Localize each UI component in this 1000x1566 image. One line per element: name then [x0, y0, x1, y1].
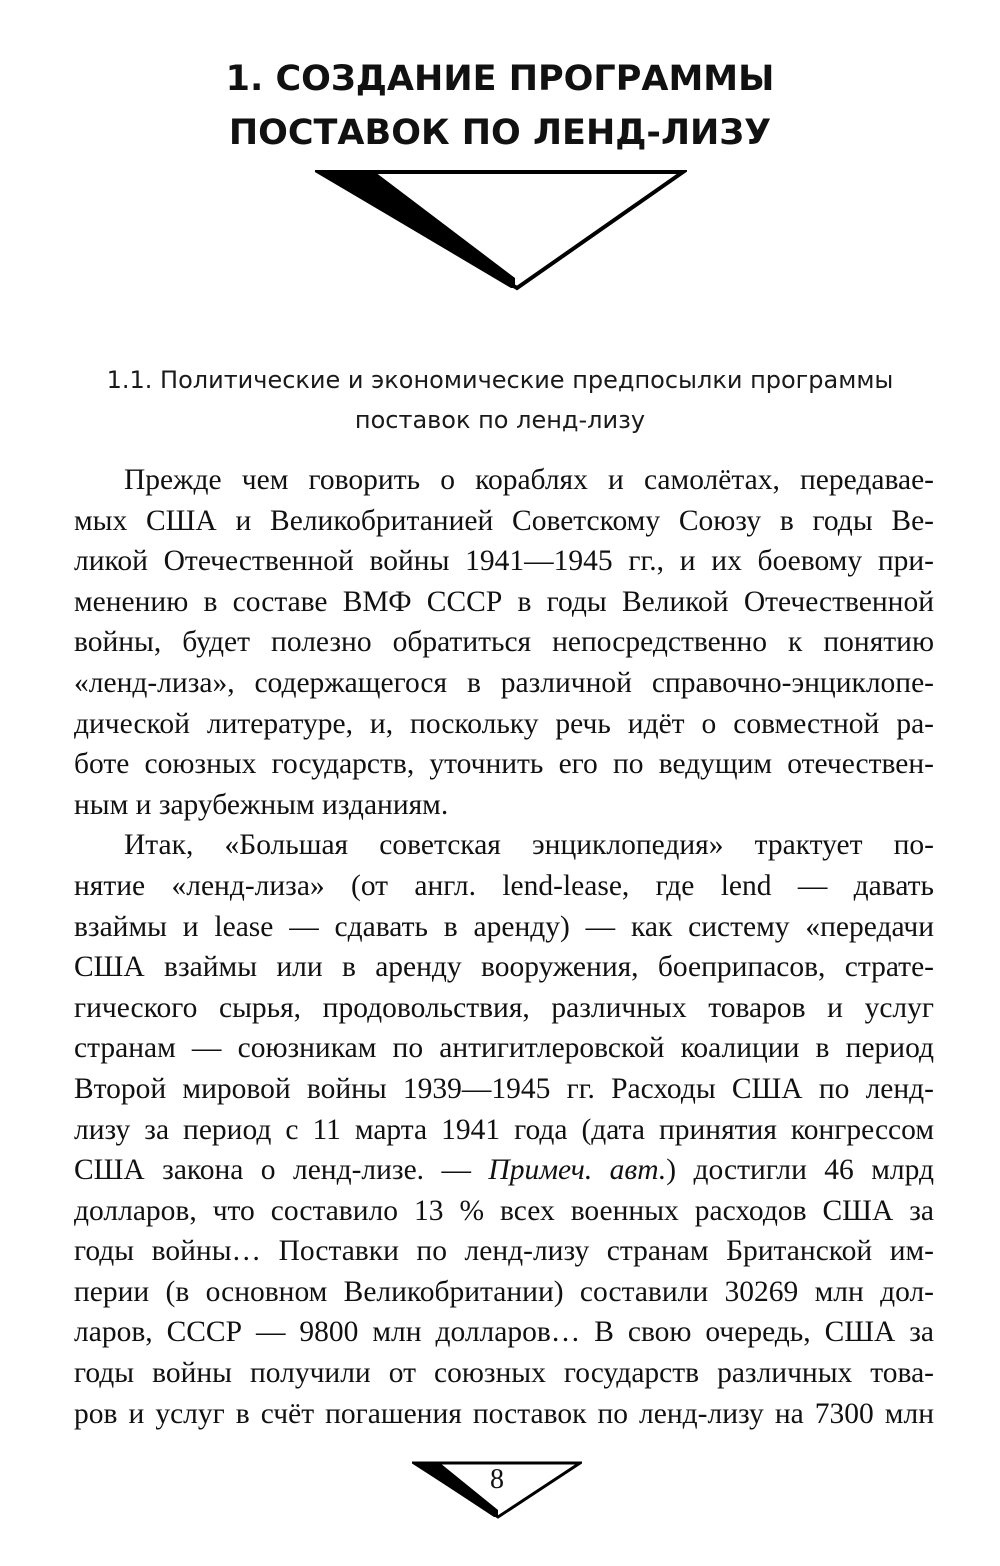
text-line: перии (в основном Великобритании) составили 30269 млн дол-	[74, 1275, 934, 1308]
body-text	[74, 460, 934, 1434]
text-line: ларов, СССР — 9800 млн долларов… В свою очередь, США за	[74, 1316, 934, 1349]
text-line: взаймы и lease — сдавать в аренду) — как систему «передачи	[74, 910, 934, 943]
text-line: «ленд-лиза», содержащегося в различной справочно-энциклопе-	[74, 666, 934, 699]
text-line: гического сырья, продовольствия, различных товаров и услуг	[74, 991, 934, 1024]
text-line: менению в составе ВМФ СССР в годы Великой Отечественной	[74, 585, 934, 618]
text-line: боте союзных государств, уточнить его по ведущим отечествен-	[74, 748, 934, 781]
text-line: нятие «ленд-лиза» (от англ. lend-lease, где lend — давать	[74, 869, 934, 902]
paragraph-2	[74, 825, 934, 1434]
text-segment: ) достигли 46 млрд	[666, 1154, 934, 1187]
page-number: 8	[490, 1464, 504, 1495]
text-line: долларов, что составило 13 % всех военных расходов США за	[74, 1194, 934, 1227]
chapter-title-line-2: ПОСТАВОК ПО ЛЕНД-ЛИЗУ	[228, 113, 772, 153]
section-title-line-2: поставок по ленд-лизу	[354, 406, 646, 434]
chapter-title	[0, 52, 1000, 160]
text-line: ликой Отечественной войны 1941—1945 гг., и их боевому при-	[74, 545, 934, 578]
paragraph-1	[74, 460, 934, 825]
text-line: мых США и Великобританией Советскому Союзу в годы Ве-	[74, 504, 934, 537]
text-line: Итак, «Большая советская энциклопедия» трактует по-	[124, 829, 934, 862]
text-line: Второй мировой войны 1939—1945 гг. Расходы США по ленд-	[74, 1072, 934, 1105]
author-note: Примеч. авт.	[488, 1154, 667, 1187]
text-line: ров и услуг в счёт погашения поставок по ленд-лизу на 7300 млн	[74, 1397, 934, 1430]
section-title	[60, 360, 940, 440]
text-line: годы войны… Поставки по ленд-лизу странам Британской им-	[74, 1235, 934, 1268]
text-line: ным и зарубежным изданиям.	[74, 788, 449, 821]
text-line: Прежде чем говорить о кораблях и самолётах, передавае-	[124, 464, 934, 496]
chapter-title-line-1: 1. СОЗДАНИЕ ПРОГРАММЫ	[225, 59, 775, 99]
page-footer	[412, 1460, 582, 1520]
text-line: войны, будет полезно обратиться непосредственно к понятию	[74, 626, 934, 659]
section-title-line-1: 1.1. Политические и экономические предпосылки программы	[106, 366, 894, 394]
text-line: годы войны получили от союзных государств различных това-	[74, 1357, 934, 1390]
text-line: странам — союзникам по антигитлеровской коалиции в период	[74, 1032, 934, 1065]
chapter-triangle-ornament	[315, 168, 687, 292]
text-line: США взаймы или в аренду вооружения, боеприпасов, страте-	[74, 951, 934, 984]
text-segment: США закона о ленд-лизе. —	[74, 1154, 489, 1187]
text-line: лизу за период с 11 марта 1941 года (дата принятия конгрессом	[74, 1113, 934, 1146]
text-line: дической литературе, и, поскольку речь идёт о совместной ра-	[74, 707, 934, 740]
text-line-with-note	[74, 1150, 934, 1191]
